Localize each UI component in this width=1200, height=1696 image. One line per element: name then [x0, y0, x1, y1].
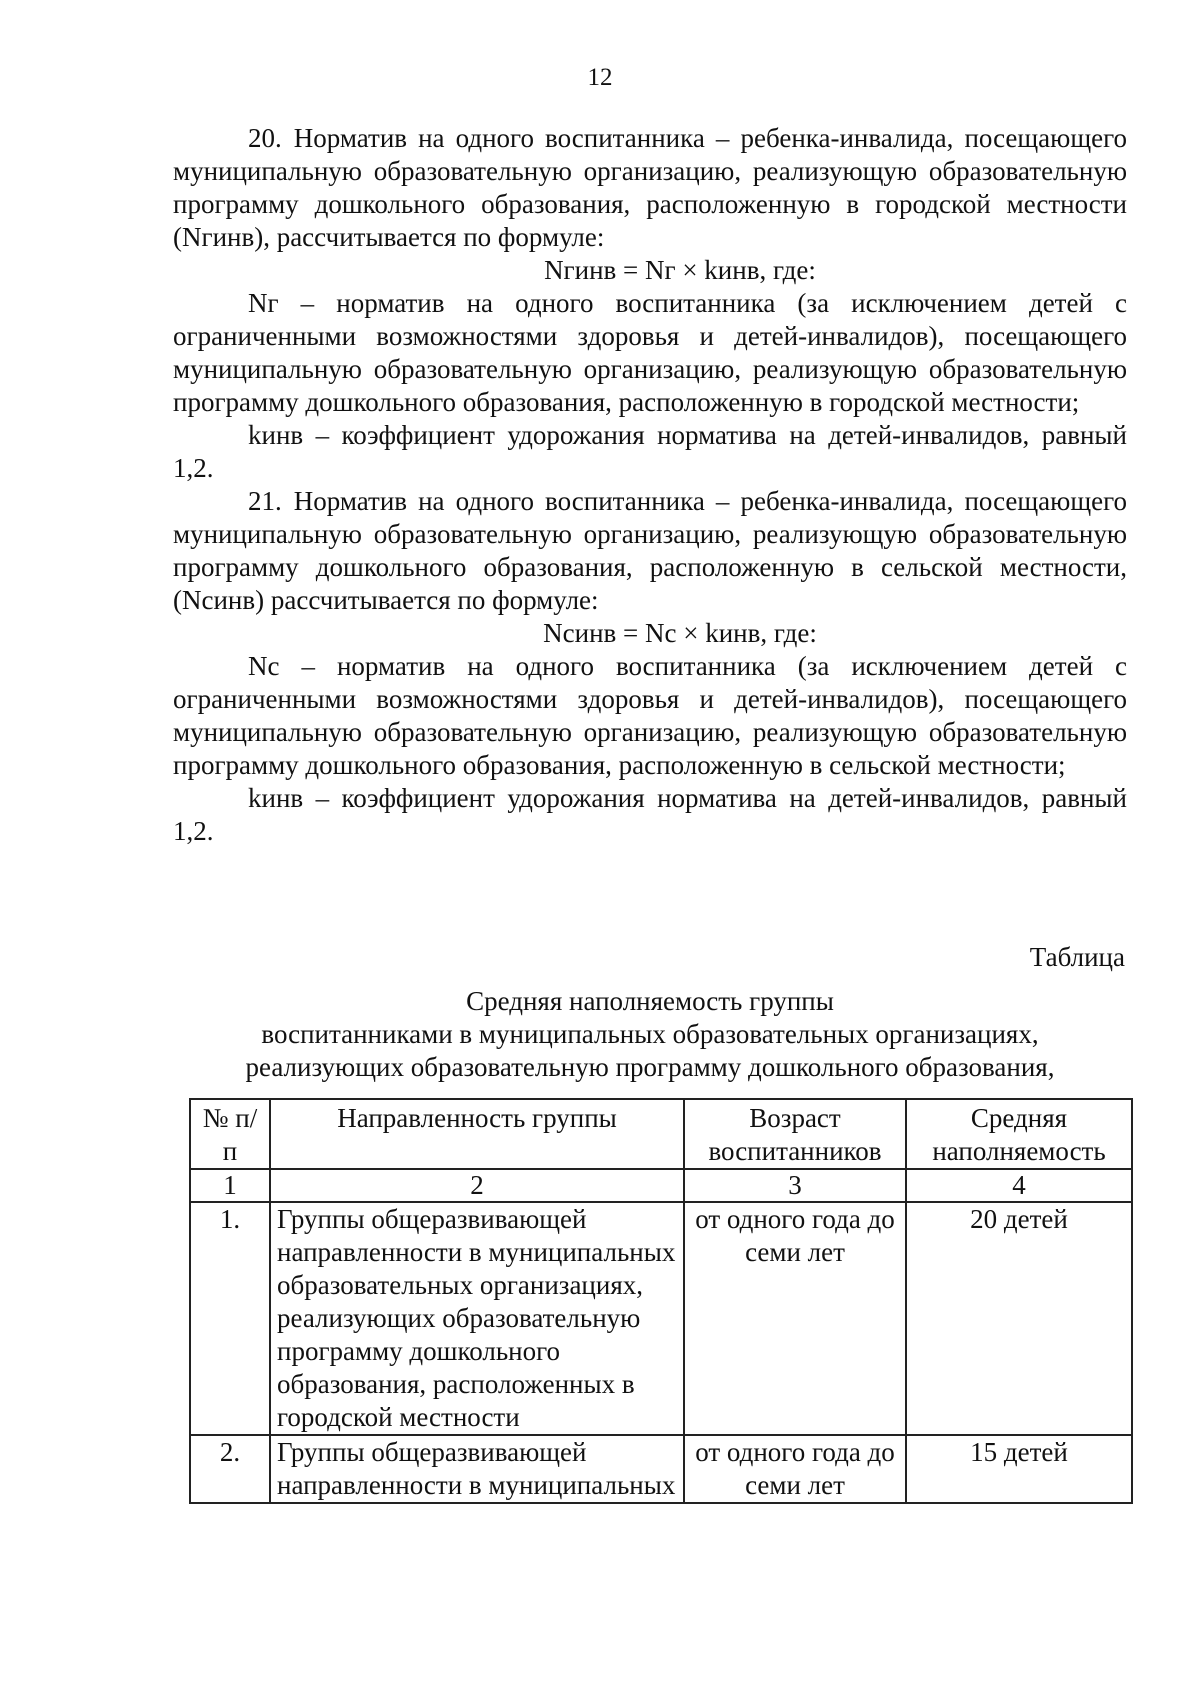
- row-age: от одного года до семи лет: [684, 1435, 906, 1503]
- definition-kinv-20: kинв – коэффициент удорожания норматива на детей-инвалидов, равный 1,2.: [173, 420, 1127, 483]
- paragraph-number: 21.: [248, 486, 282, 516]
- table-title-line: воспитанниками в муниципальных образовательных организациях,: [261, 1019, 1039, 1049]
- formula-20: Nгинв = Nг × kинв, где:: [544, 255, 816, 285]
- table-caption: Таблица: [1029, 942, 1125, 972]
- row-age: от одного года до семи лет: [684, 1202, 906, 1435]
- header-focus: Направленность группы: [270, 1099, 684, 1169]
- document-body: [173, 122, 1127, 848]
- table-title-line: Средняя наполняемость группы: [466, 986, 834, 1016]
- row-number: 2.: [190, 1435, 270, 1503]
- paragraph-number: 20.: [248, 123, 282, 153]
- row-number: 1.: [190, 1202, 270, 1435]
- paragraph-text: Норматив на одного воспитанника – ребенка-инвалида, посещающего муниципальную образовательную организацию, реализующую образовательную программу дошкольного образования, расположенную в сельской местности, (Nсинв) рассчитывается по формуле:: [173, 486, 1127, 615]
- definition-ng: Nг – норматив на одного воспитанника (за исключением детей с ограниченными возможностями здоровья и детей-инвалидов), посещающего муниципальную образовательную организацию, реализующую образовательную программу дошкольного образования, расположенную в городской местности;: [173, 288, 1127, 417]
- row-focus: Группы общеразвивающей направленности в муниципальных: [270, 1435, 684, 1503]
- definition-nc: Nс – норматив на одного воспитанника (за исключением детей с ограниченными возможностями здоровья и детей-инвалидов), посещающего муниципальную образовательную организацию, реализующую образовательную программу дошкольного образования, расположенную в сельской местности;: [173, 651, 1127, 780]
- row-occupancy: 15 детей: [906, 1435, 1132, 1503]
- table-row: [190, 1435, 1132, 1503]
- paragraph-text: Норматив на одного воспитанника – ребенка-инвалида, посещающего муниципальную образовательную организацию, реализующую образовательную программу дошкольного образования, расположенную в городской местности (Nгинв), рассчитывается по формуле:: [173, 123, 1127, 252]
- occupancy-table: [189, 1098, 1133, 1504]
- header-occupancy: Средняя наполняемость: [906, 1099, 1132, 1169]
- row-occupancy: 20 детей: [906, 1202, 1132, 1435]
- column-number: 4: [906, 1169, 1132, 1202]
- column-number: 2: [270, 1169, 684, 1202]
- table-row: [190, 1202, 1132, 1435]
- table-title-line: реализующих образовательную программу дошкольного образования,: [245, 1052, 1055, 1082]
- row-focus: Группы общеразвивающей направленности в муниципальных образовательных организациях, реализующих образовательную программу дошкольного образования, расположенных в городской местности: [270, 1202, 684, 1435]
- definition-kinv-21: kинв – коэффициент удорожания норматива на детей-инвалидов, равный 1,2.: [173, 783, 1127, 846]
- paragraph-21: [173, 485, 1127, 617]
- column-number-row: [190, 1169, 1132, 1202]
- header-age: Возраст воспитанников: [684, 1099, 906, 1169]
- formula-21: Nсинв = Nс × kинв, где:: [543, 618, 817, 648]
- header-number: № п/п: [190, 1099, 270, 1169]
- column-number: 3: [684, 1169, 906, 1202]
- column-number: 1: [190, 1169, 270, 1202]
- paragraph-20: [173, 122, 1127, 254]
- table-title: [173, 985, 1127, 1084]
- page-number: 12: [587, 64, 613, 91]
- table-header-row: [190, 1099, 1132, 1169]
